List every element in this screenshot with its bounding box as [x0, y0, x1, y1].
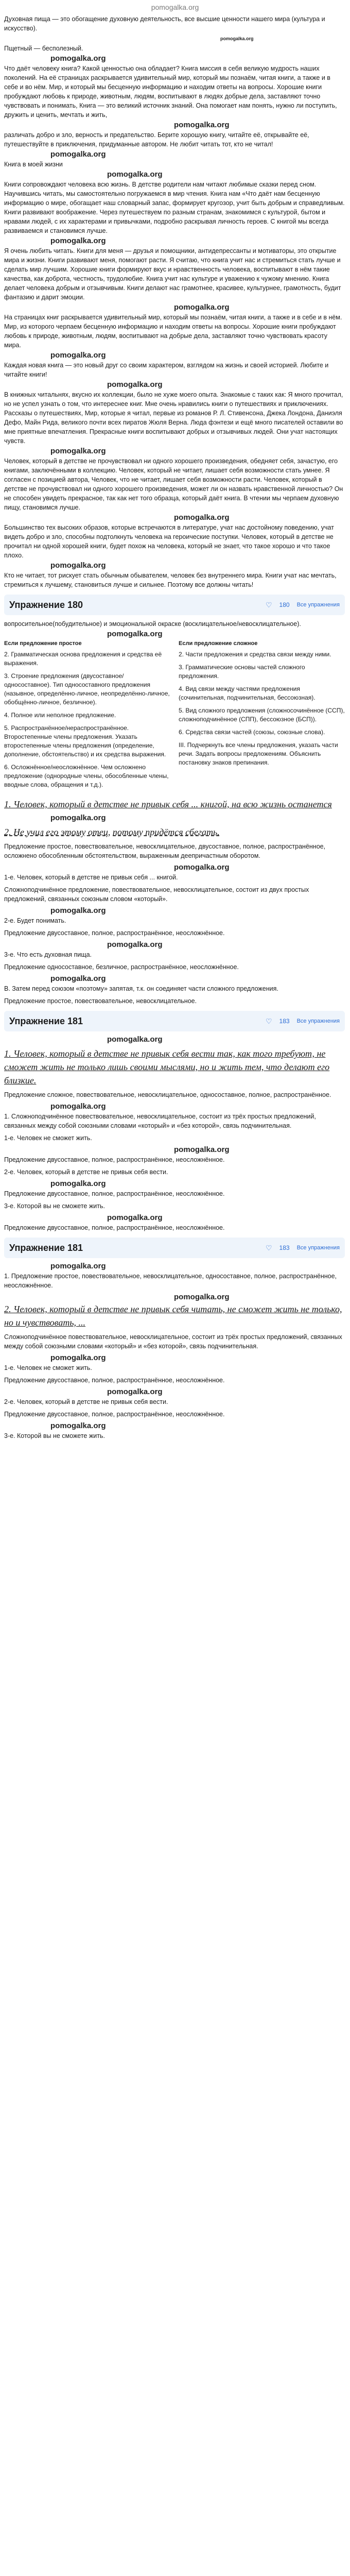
paragraph: Каждая новая книга — это новый друг со своим характером, взглядом на жизнь и своей историей. Любите и читайте книги!	[4, 362, 329, 378]
exercise-181-header	[4, 1011, 345, 1031]
analysis-line: Предложение двусоставное, полное, распространённое, неосложнённое.	[4, 1224, 225, 1231]
analysis-line: 2-е. Человек, который в детстве не привык себя вести.	[4, 1398, 168, 1405]
watermark: pomogalka.org	[50, 150, 106, 159]
exercise-meta	[266, 1016, 340, 1026]
paragraph: различать добро и зло, верность и предательство. Берите хорошую книгу, читайте её, открывайте её, путешествуйте в приключения, придуманные автором. Не любит читать тот, кто не читал!	[4, 131, 309, 148]
paragraph: Кто не читает, тот рискует стать обычным обывателем, человек без внутреннего мира. Книги учат нас мечтать, стремиться к лучшему, становиться лучше и сильнее. Поэтому все должны читать!	[4, 572, 337, 588]
analysis-line: Сложноподчинённое повествовательное, невосклицательное, состоит из трёх простых предложений, связанных между собой союзными словами «который» и «без которой», связь подчинительная.	[4, 1333, 342, 1350]
analysis-plan-table	[4, 639, 345, 793]
all-exercises-link[interactable]: Все упражнения	[296, 1018, 340, 1024]
exercise-meta	[266, 600, 340, 609]
exercise-title: Упражнение 180	[9, 600, 83, 610]
simple-column	[4, 639, 170, 793]
essay-content	[0, 14, 350, 1449]
paragraph: Что даёт человеку книга? Какой ценностью она обладает? Книга миссия в себя великую мудрость наших поколений. На её страницах раскрывается удивительный мир, который мы познаём, читая книги, а также и в себе и во нём. Мир, и который мы бесценную информацию и находим ответы на вопросы. Хорошие книги пробуждают любовь к природе, животным, людям, воспитывают в людях добрые дела, заставляют точно чувствовать и понимать, Книга — это великий источник знаний. Она помогает нам понять, нужно ли поступить, дружить и ценить, мечтать и жить,	[4, 65, 337, 118]
watermark: pomogalka.org	[220, 36, 254, 41]
watermark: pomogalka.org	[174, 1145, 230, 1154]
likes-count: 183	[279, 1244, 290, 1251]
watermark: pomogalka.org	[50, 1353, 106, 1362]
watermark: pomogalka.org	[107, 1035, 163, 1044]
plan-item: 4. Вид связи между частями предложения (сочинительная, подчинительная, бессоюзная).	[179, 685, 316, 701]
analysis-line: 1. Предложение простое, повествовательное, невосклицательное, односоставное, полное, распространённое, неосложнённое.	[4, 1273, 337, 1289]
parsed-sentence: 2. Не учил его этому отец, потому придётся сбегать.	[4, 827, 220, 837]
exercise-181b-header	[4, 1238, 345, 1258]
plan-item: 6. Средства связи частей (союзы, союзные слова).	[179, 728, 325, 736]
plan-item: 5. Распространённое/нераспространённое. Второстепенные члены предложения. Указать второстепенные члены предложения (определение, дополнение, обстоятельство) и их средства выражения.	[4, 724, 166, 758]
watermark: pomogalka.org	[107, 170, 163, 179]
exercise-180-header	[4, 595, 345, 615]
column-header: Если предложение сложное	[179, 640, 258, 647]
column-header: Если предложение простое	[4, 640, 82, 647]
sentence-analysis	[4, 1090, 345, 1232]
plan-item: 3. Грамматические основы частей сложного предложения.	[179, 664, 305, 680]
watermark: pomogalka.org	[174, 121, 230, 129]
watermark: pomogalka.org	[50, 1262, 106, 1270]
plan-item: 4. Полное или неполное предложение.	[4, 711, 116, 719]
exercise-title: Упражнение 181	[9, 1016, 83, 1026]
watermark: pomogalka.org	[107, 940, 163, 949]
paragraph: В книжных читальнях, вкусно их коллекции, было не хуже моего опыта. Знакомые с таких как: Я много прочитал, но не успел узнать о том, что интереснее книг. Мне очень нравились книги о путешествиях и приключениях. Рассказы о путешествиях, Мир, которые я читал, первые из романов Р. Л. Стивенсона, Джека Лондона, Даниэля Дефо, Майн Рида, великого почти всех пиратов Жюля Верна. Люда фэнтези и ещё много писателей оставили во мне приятные впечатления. Прекрасные книги воспитывают добрых и отзывчивых людей. Они учат настоящих чувств.	[4, 391, 343, 445]
analysis-line: 1-е. Человек не сможет жить.	[4, 1364, 92, 1371]
paragraph: На страницах книг раскрывается удивительный мир, который мы познаём, читая книги, а также и в себе и в нём. Мир, из которого черпаем бесценную информацию и находим ответы на вопросы. Хорошие книги пробуждают любовь к природе, животным, людям, воспитывают на добрые дела, заставляют точно чувствовать красоту мира.	[4, 314, 342, 349]
sentence-analysis	[4, 842, 345, 1006]
watermark: pomogalka.org	[50, 1421, 106, 1430]
watermark: pomogalka.org	[174, 1293, 230, 1301]
heart-icon[interactable]: ♡	[265, 601, 272, 609]
exercise-title: Упражнение 181	[9, 1243, 83, 1253]
analysis-line: 1-е. Человек, который в детстве не привык себя ... книгой.	[4, 874, 178, 881]
analysis-line: Предложение простое, повествовательное, невосклицательное.	[4, 997, 197, 1005]
watermark: pomogalka.org	[50, 1102, 106, 1111]
analysis-line: Предложение простое, повествовательное, невосклицательное, двусоставное, полное, распространённое, осложнено обособленным обстоятельством, выраженным деепричастным оборотом.	[4, 843, 326, 859]
plan-item: 3. Строение предложения (двусоставное/односоставное). Тип односоставного предложения (назывное, определённо-личное, неопределённо-личное, обобщённо-личное, безличное).	[4, 672, 170, 706]
watermark: pomogalka.org	[107, 1213, 163, 1222]
analysis-line: 1-е. Человек не сможет жить.	[4, 1134, 92, 1142]
analysis-line: Предложение двусоставное, полное, распространённое, неосложнённое.	[4, 1411, 225, 1418]
watermark: pomogalka.org	[50, 561, 106, 570]
sentence-analysis	[4, 1272, 345, 1440]
analysis-line: Сложноподчинённое предложение, повествовательное, невосклицательное, состоит из двух простых предложений, связанных союзным словом «который».	[4, 886, 309, 903]
likes-count: 180	[279, 601, 290, 608]
watermark: pomogalka.org	[50, 236, 106, 245]
all-exercises-link[interactable]: Все упражнения	[296, 1245, 340, 1251]
paragraph: Пщетный — бесполезный.	[4, 45, 83, 52]
heart-icon[interactable]: ♡	[265, 1017, 272, 1025]
parsed-sentence: 1. Человек, который в детстве не привык себя ... книгой, на всю жизнь останется	[4, 799, 332, 809]
paragraph: Человек, который в детстве не прочувствовал ни одного хорошего произведения, обедняет себя, зачастую, его книгами, заключёнными в коллекцию. Человек, который не читает, лишает себя возможности стать умнее. Я согласен с позицией автора, Человек, что не читает, лишает себя возможности расти. Человек, который в детстве не прочувствовал ни одного хорошего произведения, может ли он назвать нравственной личностью? Он не способен увидеть прекрасное, так как нет того образца, который даёт книга. В чтении мы черпаем духовную пищу, становимся лучше.	[4, 457, 343, 511]
plan-item: 5. Вид сложного предложения (сложносочинённое (ССП), сложноподчинённое (СПП), бессоюзное (БСП)).	[179, 707, 345, 723]
watermark: pomogalka.org	[107, 380, 163, 389]
watermark: pomogalka.org	[50, 906, 106, 915]
analysis-line: 1. Сложноподчинённое повествовательное, невосклицательное, состоит из трёх простых предложений, связанных между собой союзными словами «который» и «без которой», связь подчинительная.	[4, 1113, 316, 1129]
analysis-line: Предложение двусоставное, полное, распространённое, неосложнённое.	[4, 929, 225, 937]
likes-count: 183	[279, 1018, 290, 1025]
plan-item: 2. Части предложения и средства связи между ними.	[179, 651, 331, 658]
watermark: pomogalka.org	[50, 974, 106, 983]
analysis-line: 3-е. Что есть духовная пища.	[4, 951, 92, 958]
paragraph: Книги сопровождают человека всю жизнь. В детстве родители нам читают любимые сказки перед сном. Научившись читать, мы самостоятельно погружаемся в мир чтения. Книга нам «Что даёт нам бесценную информацию о мире, обогащает наш словарный запас, формирует кругозор, учит быть добрым и справедливым. Книги развивают воображение. Через путешествуем по разным странам, знакомимся с культурой, бытом и нравами людей, с их характерами и привычками, подробно раскрывая личность героев. С книгой мы всегда развиваемся и становимся лучше.	[4, 181, 345, 234]
paragraph: Духовная пища — это обогащение духовную деятельность, все высшие ценности нашего мира (культура и искусство).	[4, 15, 325, 32]
watermark: pomogalka.org	[174, 303, 230, 312]
plan-item: 2. Грамматическая основа предложения и средства её выражения.	[4, 651, 162, 667]
analysis-line: Предложение двусоставное, полное, распространённое, неосложнённое.	[4, 1377, 225, 1384]
paragraph: Большинство тех высоких образов, которые встречаются в литературе, учат нас достойному поведению, учат видеть добро и зло, способны подтолкнуть человека на героические поступки. Человек, который в детстве не прочитал ни одной хорошей книги, будет похож на человека, который не знает, что такое хорошо и что такое плохо.	[4, 524, 334, 559]
analysis-line: В. Затем перед союзом «поэтому» запятая, т.к. он соединяет части сложного предложения.	[4, 985, 278, 992]
watermark: pomogalka.org	[50, 447, 106, 455]
watermark: pomogalka.org	[174, 513, 230, 522]
plan-item: III. Подчеркнуть все члены предложения, указать части речи. Задать вопросы предложениям. Объяснить постановку знаков препинания.	[179, 741, 338, 766]
analysis-line: Предложение двусоставное, полное, распространённое, неосложнённое.	[4, 1190, 225, 1197]
watermark: pomogalka.org	[50, 1179, 106, 1188]
analysis-line: 2-е. Человек, который в детстве не привык себя вести.	[4, 1168, 168, 1176]
exercise-meta	[266, 1243, 340, 1252]
site-domain[interactable]: pomogalka.org	[151, 3, 199, 11]
heart-icon[interactable]: ♡	[265, 1244, 272, 1252]
exercise-intro: вопросительное(побудительное) и эмоциональной окраске (восклицательное/невосклицательное).	[4, 620, 301, 628]
analysis-line: 3-е. Которой вы не сможете жить.	[4, 1202, 105, 1210]
analysis-line: 3-е. Которой вы не сможете жить.	[4, 1432, 105, 1439]
watermark: pomogalka.org	[107, 1387, 163, 1396]
heading: Книга в моей жизни	[4, 161, 63, 168]
watermark: pomogalka.org	[50, 814, 106, 822]
page-end	[4, 1444, 345, 1449]
plan-item: 6. Осложнённое/неосложнённое. Чем осложнено предложение (однородные члены, обособленные члены, вводные слова, обращения и т.д.).	[4, 764, 169, 788]
watermark: pomogalka.org	[50, 351, 106, 360]
all-exercises-link[interactable]: Все упражнения	[296, 602, 340, 608]
analysis-line: 2-е. Будет понимать.	[4, 917, 66, 924]
complex-column	[179, 639, 345, 793]
analysis-line: Предложение двусоставное, полное, распространённое, неосложнённое.	[4, 1156, 225, 1163]
parsed-sentence: 1. Человек, который в детстве не привык себя вести так, как того требуют, не сможет жить не только лишь своими мыслями, но и жить тем, что делают его близкие.	[4, 1048, 330, 1086]
watermark: pomogalka.org	[50, 54, 106, 63]
parsed-sentence: 2. Человек, который в детстве не привык себя читать, не сможет жить не только, но и чувствовать, ...	[4, 1304, 342, 1328]
analysis-line: Предложение сложное, повествовательное, невосклицательное, односоставное, полное, распространённое.	[4, 1091, 331, 1098]
watermark: pomogalka.org	[174, 863, 230, 872]
paragraph: Я очень любить читать. Книги для меня — друзья и помощники, антидепрессанты и мотиваторы, это открытие мира и жизни. Книги развивают меня, помогают расти. Я считаю, что книга учит нас и стремиться стать лучше и сделать мир лучшим. Хорошие книги формируют вкус и нравственность человека, воспитывают в нём такие качества, как доброта, честность, трудолюбие. Книга учит нас культуре и уважению к чужому мнению. Книга делает человека добрым и отзывчивым. Книги делают нас грамотнее, красивее, культурнее, грамотность, будит фантазию и дарит эмоции.	[4, 247, 341, 301]
watermark: pomogalka.org	[107, 630, 163, 638]
analysis-line: Предложение односоставное, безличное, распространённое, неосложнённое.	[4, 963, 239, 971]
